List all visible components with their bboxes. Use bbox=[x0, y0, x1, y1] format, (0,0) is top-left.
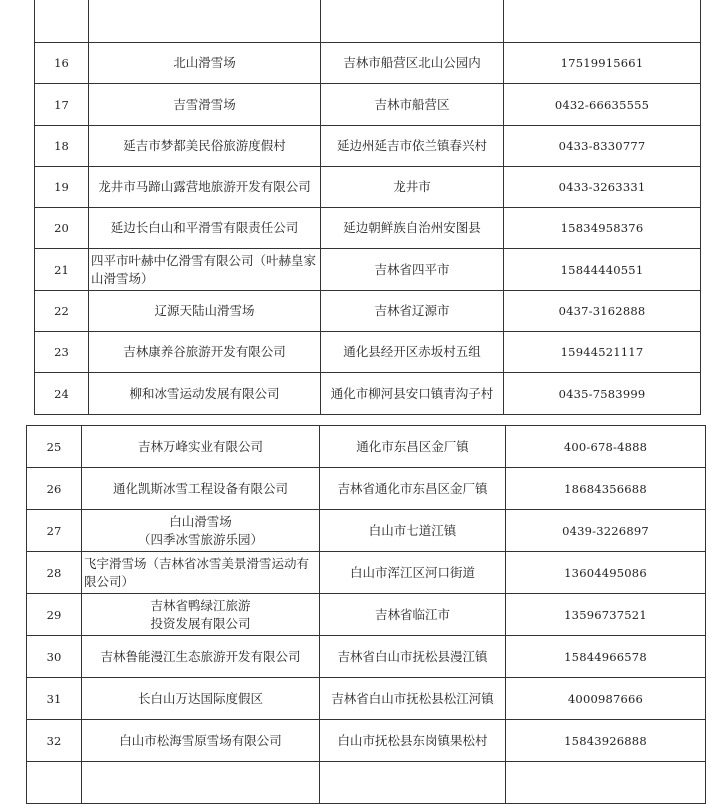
phone-cell: 15844440551 bbox=[504, 249, 701, 291]
row-number-cell: 17 bbox=[35, 84, 89, 126]
phone-cell: 15834958376 bbox=[504, 208, 701, 249]
unit-name-line: 吉雪滑雪场 bbox=[173, 96, 236, 112]
unit-name-line: 山滑雪场） bbox=[91, 270, 154, 286]
row-number-cell bbox=[35, 0, 89, 43]
address-cell: 吉林省四平市 bbox=[321, 249, 504, 291]
row-number-cell: 28 bbox=[27, 552, 82, 594]
resort-table-bottom bbox=[26, 425, 706, 804]
phone-cell: 13596737521 bbox=[506, 594, 706, 636]
unit-name-cell bbox=[89, 0, 321, 43]
unit-name-line: 延吉市梦都美民俗旅游度假村 bbox=[123, 138, 286, 153]
unit-name-cell bbox=[82, 426, 320, 468]
row-number-cell: 22 bbox=[35, 291, 89, 332]
unit-name-cell bbox=[82, 510, 320, 552]
table-row bbox=[35, 0, 701, 43]
unit-name-cell bbox=[89, 332, 321, 373]
address-cell: 通化县经开区赤坂村五组 bbox=[321, 332, 504, 373]
row-number-cell: 24 bbox=[35, 373, 89, 415]
address-cell: 延边州延吉市依兰镇春兴村 bbox=[321, 126, 504, 167]
unit-name-cell bbox=[89, 249, 321, 291]
table-row bbox=[35, 291, 701, 332]
address-cell: 吉林市船营区北山公园内 bbox=[321, 43, 504, 84]
phone-cell bbox=[504, 0, 701, 43]
unit-name-cell bbox=[82, 636, 320, 678]
unit-name-cell bbox=[89, 373, 321, 415]
address-cell bbox=[321, 0, 504, 43]
table-row bbox=[35, 43, 701, 84]
unit-name-line: 白山滑雪场 bbox=[169, 513, 232, 529]
unit-name-line: 柳和冰雪运动发展有限公司 bbox=[129, 385, 280, 401]
phone-cell: 15944521117 bbox=[504, 332, 701, 373]
row-number-cell: 19 bbox=[35, 167, 89, 208]
phone-cell: 400-678-4888 bbox=[506, 426, 706, 468]
unit-name-cell bbox=[89, 84, 321, 126]
resort-table-bottom-body bbox=[27, 426, 706, 804]
unit-name-cell bbox=[82, 678, 320, 720]
table-row bbox=[27, 636, 706, 678]
phone-cell: 4000987666 bbox=[506, 678, 706, 720]
row-number-cell: 27 bbox=[27, 510, 82, 552]
address-cell: 龙井市 bbox=[321, 167, 504, 208]
address-cell: 白山市抚松县东岗镇果松村 bbox=[320, 720, 506, 762]
row-number-cell: 16 bbox=[35, 43, 89, 84]
table-row bbox=[35, 373, 701, 415]
resort-table-top-body bbox=[35, 0, 701, 415]
row-number-cell: 29 bbox=[27, 594, 82, 636]
table-row bbox=[35, 84, 701, 126]
unit-name-line: 投资发展有限公司 bbox=[150, 615, 251, 631]
table-row bbox=[35, 249, 701, 291]
unit-name-line: 吉林鲁能漫江生态旅游开发有限公司 bbox=[100, 648, 301, 664]
unit-name-cell bbox=[89, 43, 321, 84]
row-number-cell: 26 bbox=[27, 468, 82, 510]
unit-name-line: 吉林省鸭绿江旅游 bbox=[150, 597, 251, 613]
address-cell: 吉林省白山市抚松县漫江镇 bbox=[320, 636, 506, 678]
table-row bbox=[27, 468, 706, 510]
unit-name-cell bbox=[89, 208, 321, 249]
table-row bbox=[27, 594, 706, 636]
table-row bbox=[27, 552, 706, 594]
row-number-cell: 18 bbox=[35, 126, 89, 167]
row-number-cell: 32 bbox=[27, 720, 82, 762]
unit-name-line: 通化凯斯冰雪工程设备有限公司 bbox=[112, 480, 288, 496]
unit-name-cell bbox=[82, 552, 320, 594]
table-row bbox=[27, 678, 706, 720]
table-row bbox=[27, 720, 706, 762]
phone-cell: 0433-8330777 bbox=[504, 126, 701, 167]
unit-name-line: 吉林万峰实业有限公司 bbox=[137, 438, 263, 454]
address-cell: 吉林省白山市抚松县松江河镇 bbox=[320, 678, 506, 720]
unit-name-cell bbox=[82, 468, 320, 510]
unit-name-line: 北山滑雪场 bbox=[173, 55, 236, 70]
unit-name-cell bbox=[89, 291, 321, 332]
table-row bbox=[35, 126, 701, 167]
table-row bbox=[27, 510, 706, 552]
unit-name-cell bbox=[89, 167, 321, 208]
unit-name-cell bbox=[89, 126, 321, 167]
address-cell: 白山市七道江镇 bbox=[320, 510, 506, 552]
phone-cell: 0433-3263331 bbox=[504, 167, 701, 208]
row-number-cell: 25 bbox=[27, 426, 82, 468]
address-cell: 通化市柳河县安口镇青沟子村 bbox=[321, 373, 504, 415]
phone-cell: 0439-3226897 bbox=[506, 510, 706, 552]
phone-cell: 13604495086 bbox=[506, 552, 706, 594]
address-cell: 延边朝鲜族自治州安图县 bbox=[321, 208, 504, 249]
unit-name-line: （四季冰雪旅游乐园） bbox=[137, 531, 263, 547]
row-number-cell: 20 bbox=[35, 208, 89, 249]
unit-name-line: 飞宇滑雪场（吉林省冰雪美景滑雪运动有 bbox=[84, 555, 310, 571]
unit-name-line: 龙井市马蹄山露营地旅游开发有限公司 bbox=[98, 179, 311, 194]
table-row bbox=[27, 426, 706, 468]
phone-cell: 15843926888 bbox=[506, 720, 706, 762]
phone-cell: 0437-3162888 bbox=[504, 291, 701, 332]
unit-name-line: 白山市松海雪原雪场有限公司 bbox=[119, 732, 282, 748]
phone-cell: 18684356688 bbox=[506, 468, 706, 510]
address-cell: 吉林省辽源市 bbox=[321, 291, 504, 332]
address-cell: 吉林省临江市 bbox=[320, 594, 506, 636]
row-number-cell: 23 bbox=[35, 332, 89, 373]
address-cell: 吉林市船营区 bbox=[321, 84, 504, 126]
unit-name-cell bbox=[82, 594, 320, 636]
table-row bbox=[35, 332, 701, 373]
row-number-cell: 21 bbox=[35, 249, 89, 291]
unit-name-line: 延边长白山和平滑雪有限责任公司 bbox=[110, 220, 299, 235]
resort-table-top bbox=[34, 0, 701, 415]
phone-cell: 0432-66635555 bbox=[504, 84, 701, 126]
unit-name-line: 四平市叶赫中亿滑雪有限公司（叶赫皇家 bbox=[91, 252, 317, 268]
address-cell: 通化市东昌区金厂镇 bbox=[320, 426, 506, 468]
address-cell: 吉林省通化市东昌区金厂镇 bbox=[320, 468, 506, 510]
table-row bbox=[35, 167, 701, 208]
row-number-cell: 30 bbox=[27, 636, 82, 678]
table-row bbox=[35, 208, 701, 249]
unit-name-cell bbox=[82, 720, 320, 762]
phone-cell: 17519915661 bbox=[504, 43, 701, 84]
unit-name-line: 长白山万达国际度假区 bbox=[137, 690, 263, 706]
unit-name-line: 吉林康养谷旅游开发有限公司 bbox=[123, 344, 286, 359]
address-cell: 白山市浑江区河口街道 bbox=[320, 552, 506, 594]
phone-cell: 15844966578 bbox=[506, 636, 706, 678]
unit-name-line: 限公司） bbox=[84, 573, 135, 589]
unit-name-line: 辽源天陆山滑雪场 bbox=[154, 303, 255, 318]
phone-cell: 0435-7583999 bbox=[504, 373, 701, 415]
row-number-cell: 31 bbox=[27, 678, 82, 720]
